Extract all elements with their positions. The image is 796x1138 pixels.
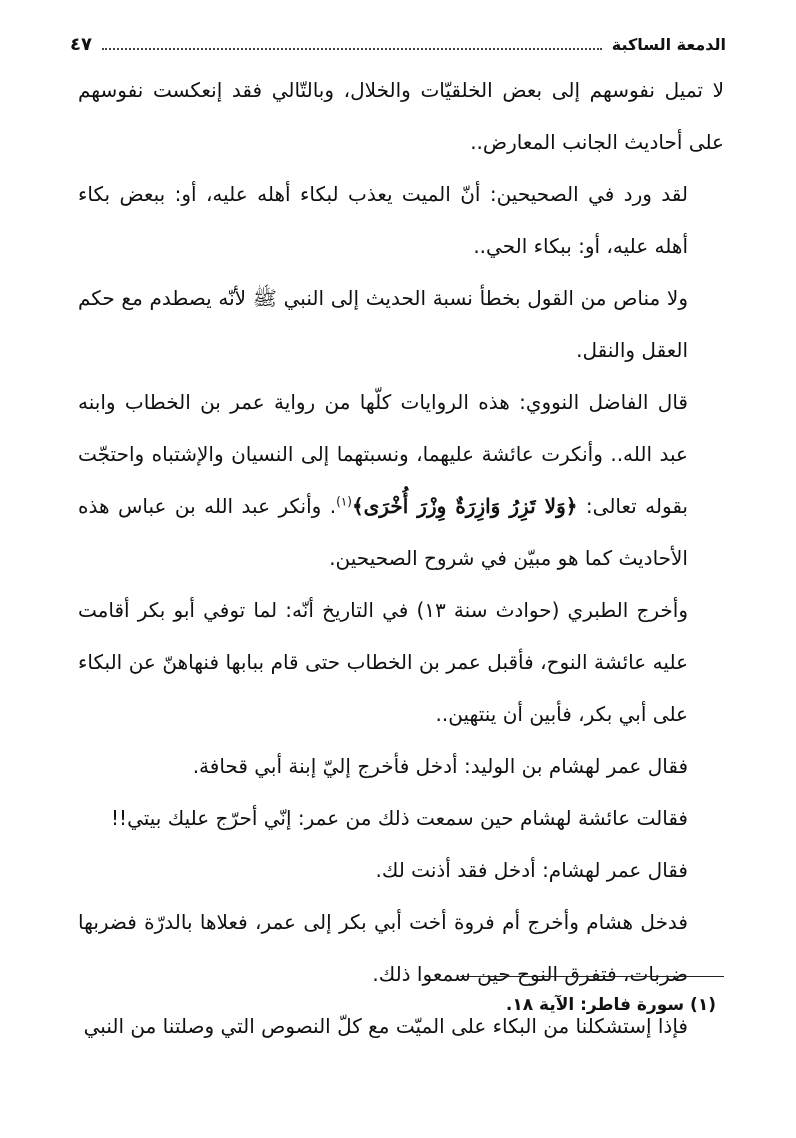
paragraph-2: لقد ورد في الصحيحين: أنّ الميت يعذب لبكاء أهله عليه، أو: ببعض بكاء أهله عليه، أو: ببكاء الحي.. bbox=[78, 182, 688, 258]
footnote: (١) سورة فاطر: الآية ١٨. bbox=[505, 995, 716, 1015]
paragraph-4-continuation: . وأنكر عبد الله بن عباس هذه الأحاديث كما هو مبيّن في شروح الصحيحين. bbox=[78, 494, 688, 570]
paragraph-7: فقالت عائشة لهشام حين سمعت ذلك من عمر: إنّي أحرّج عليك بيتي!! bbox=[111, 806, 688, 830]
running-header bbox=[70, 30, 726, 58]
paragraph-9: فدخل هشام وأخرج أم فروة أخت أبي بكر إلى عمر، فعلاها بالدرّة فضربها ضربات، فتفرق النوح حين سمعوا ذلك. bbox=[78, 910, 688, 986]
footnote-separator bbox=[460, 976, 724, 977]
header-dotted-rule bbox=[102, 48, 602, 50]
paragraph-4 bbox=[78, 376, 724, 584]
paragraph-6: فقال عمر لهشام بن الوليد: أدخل فأخرج إليّ إبنة أبي قحافة. bbox=[192, 754, 688, 778]
paragraph-5: وأخرج الطبري (حوادث سنة ١٣) في التاريخ أنّه: لما توفي أبو بكر أقامت عليه عائشة النوح، فأقبل عمر بن الخطاب حتى قام ببابها فنهاهنّ عن البكاء على أبي بكر، فأبين أن ينتهين.. bbox=[78, 598, 688, 726]
running-title: الدمعة الساكبة bbox=[611, 34, 726, 54]
paragraph-4-text: قال الفاضل النووي: هذه الروايات كلّها من رواية عمر بن الخطاب وابنه عبد الله.. وأنكرت عائشة عليهما، ونسبتهما إلى النسيان والإشتباه واحتجّت بقوله تعالى: bbox=[78, 390, 689, 518]
paragraph-8: فقال عمر لهشام: أدخل فقد أذنت لك. bbox=[375, 858, 688, 882]
page-number: ٤٧ bbox=[70, 33, 92, 55]
body-text bbox=[78, 64, 724, 1052]
paragraph-10: فإذا إستشكلنا من البكاء على الميّت مع كلّ النصوص التي وصلتنا من النبي bbox=[83, 1014, 688, 1038]
paragraph-3: ولا مناص من القول بخطأ نسبة الحديث إلى النبي ﷺ لأنّه يصطدم مع حكم العقل والنقل. bbox=[78, 286, 688, 362]
paragraph-1: لا تميل نفوسهم إلى بعض الخلقيّات والخلال، وبالتّالي فقد إنعكست نفوسهم على أحاديث الجانب المعارض.. bbox=[78, 78, 724, 154]
footnote-ref-marker[interactable]: (١) bbox=[336, 494, 352, 509]
quran-verse: ﴿وَلا تَزِرُ وَازِرَةٌ وِزْرَ أُخْرَى﴾ bbox=[351, 494, 578, 518]
